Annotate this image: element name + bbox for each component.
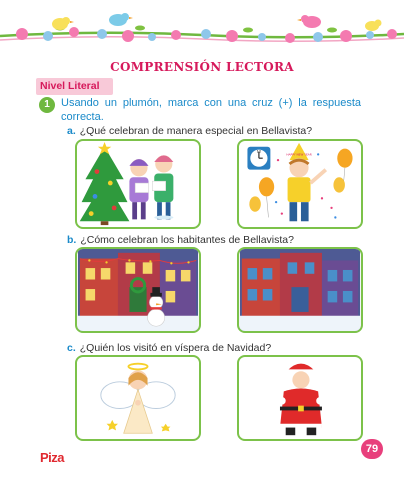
question-b: [67, 234, 294, 246]
answer-box-christmas-carolers[interactable]: [75, 139, 201, 229]
clock-number-label: 12: [256, 148, 262, 154]
answer-box-angel[interactable]: [75, 355, 201, 441]
question-text: ¿Qué celebran de manera especial en Bellavista?: [79, 125, 313, 137]
question-text: ¿Quién los visitó en víspera de Navidad?: [79, 342, 272, 354]
question-a: [67, 125, 312, 137]
christmas-tree-kids-illustration: [77, 141, 199, 227]
bird-center-icon: [109, 13, 133, 26]
bird-right-icon: [297, 15, 321, 28]
question-letter: a.: [67, 125, 76, 137]
angel-illustration: [77, 357, 199, 439]
question-text: ¿Cómo celebran los habitantes de Bellavista?: [80, 234, 294, 246]
decorated-houses-illustration: [77, 249, 199, 331]
page-title: COMPRENSIÓN LECTORA: [110, 60, 294, 74]
question-letter: c.: [67, 342, 76, 354]
answer-box-plain-houses[interactable]: [237, 247, 363, 333]
floral-banner: [0, 0, 404, 56]
new-year-party-illustration: [239, 141, 361, 227]
answer-box-decorated-houses[interactable]: [75, 247, 201, 333]
santa-claus-illustration: [239, 357, 361, 439]
activity-number-badge: 1: [39, 97, 55, 113]
question-letter: b.: [67, 234, 77, 246]
page-number-badge: 79: [361, 439, 383, 459]
bird-left-icon: [52, 17, 74, 30]
answer-box-santa[interactable]: [237, 355, 363, 441]
question-c: [67, 342, 271, 354]
activity-instruction: Usando un plumón, marca con una cruz (+) la respuesta correcta.: [61, 97, 361, 123]
bird-far-right-icon: [365, 20, 382, 32]
party-hat-text: HAPPY NEW YEAR: [286, 152, 312, 157]
answer-box-new-year[interactable]: [237, 139, 363, 229]
plain-houses-illustration: [239, 249, 361, 331]
level-tag: Nivel Literal: [36, 78, 113, 95]
publisher-logo: Piza: [40, 450, 65, 465]
